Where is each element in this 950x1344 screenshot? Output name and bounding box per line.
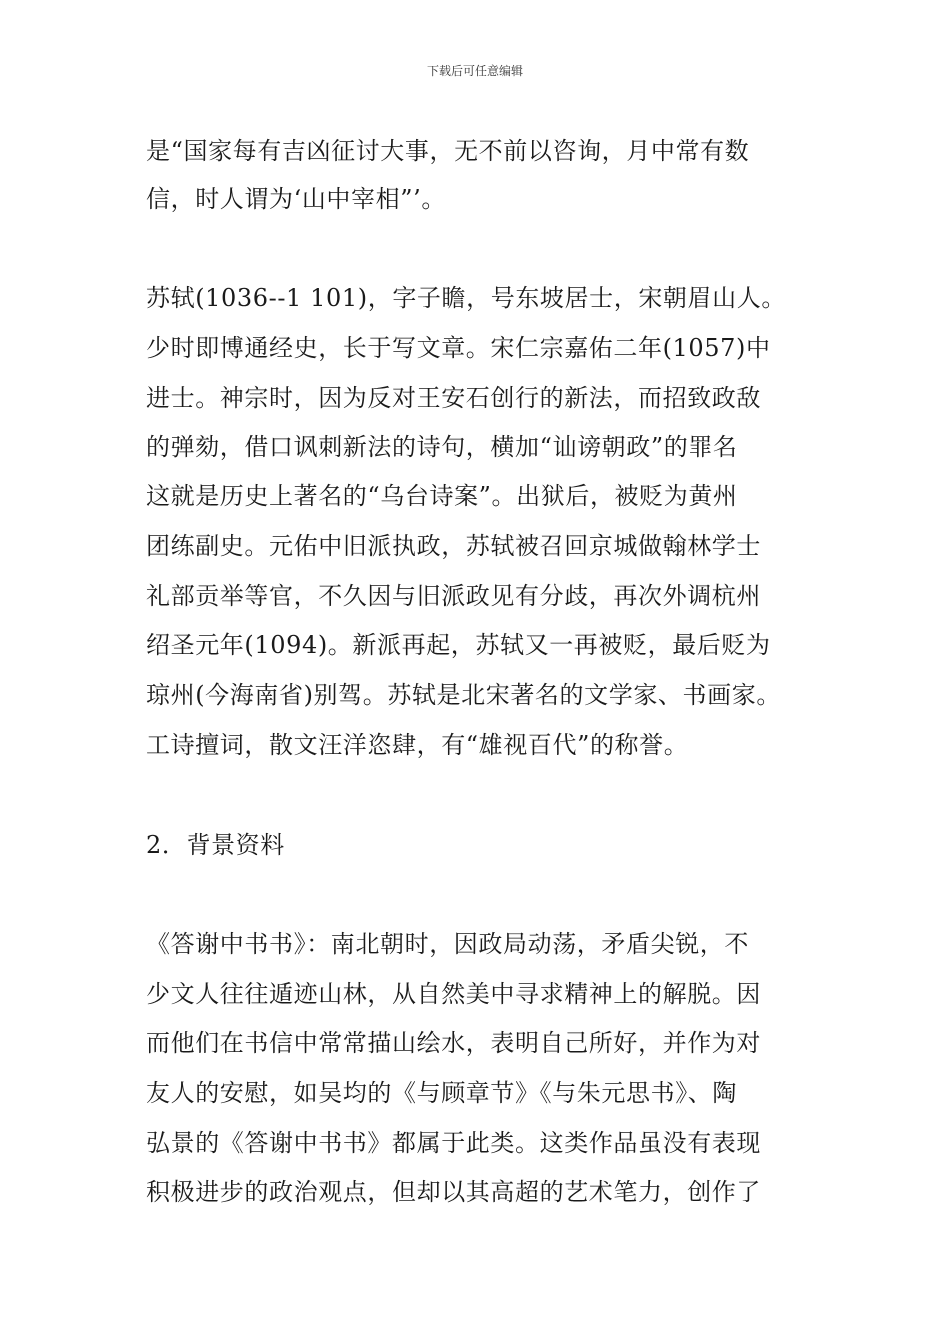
text-line: 友人的安慰，如吴均的《与顾章节》《与朱元思书》、陶 — [146, 1079, 737, 1107]
text-line: 少时即博通经史，长于写文章。宋仁宗嘉佑二年(1057)中 — [146, 334, 771, 362]
text-line: 《答谢中书书》：南北朝时，因政局动荡，矛盾尖锐，不 — [146, 930, 749, 958]
text-line: 礼部贡举等官，不久因与旧派政见有分歧，再次外调杭州 — [146, 582, 761, 610]
text-line: 的弹劾，借口讽刺新法的诗句，横加“讪谤朝政”的罪名 — [146, 433, 738, 461]
text-line: 弘景的《答谢中书书》都属于此类。这类作品虽没有表现 — [146, 1129, 761, 1157]
text-line: 工诗擅词，散文汪洋恣肆，有“雄视百代”的称誉。 — [146, 731, 689, 759]
text-line: 绍圣元年(1094)。新派再起，苏轼又一再被贬，最后贬为 — [146, 631, 771, 659]
text-line: 积极进步的政治观点，但却以其高超的艺术笔力，创作了 — [146, 1178, 761, 1206]
text-line: 进士。神宗时，因为反对王安石创行的新法，而招致政敌 — [146, 384, 761, 412]
text-line: 苏轼(1036--1 101)，字子瞻，号东坡居士，宋朝眉山人。 — [146, 284, 786, 312]
text-line: 是“国家每有吉凶征讨大事，无不前以咨询，月中常有数 — [146, 137, 750, 165]
text-line: 这就是历史上著名的“乌台诗案”。出狱后，被贬为黄州 — [146, 482, 738, 510]
section-heading: 2．背景资料 — [146, 831, 285, 859]
text-line: 琼州(今海南省)别驾。苏轼是北宋著名的文学家、书画家。 — [146, 681, 781, 709]
text-line: 信，时人谓为‘山中宰相”’。 — [146, 185, 446, 213]
text-line: 而他们在书信中常常描山绘水，表明自己所好，并作为对 — [146, 1029, 761, 1057]
page-header: 下载后可任意编辑 — [426, 64, 523, 78]
text-line: 少文人往往遁迹山林，从自然美中寻求精神上的解脱。因 — [146, 980, 761, 1008]
text-line: 团练副史。元佑中旧派执政，苏轼被召回京城做翰林学士 — [146, 532, 761, 560]
